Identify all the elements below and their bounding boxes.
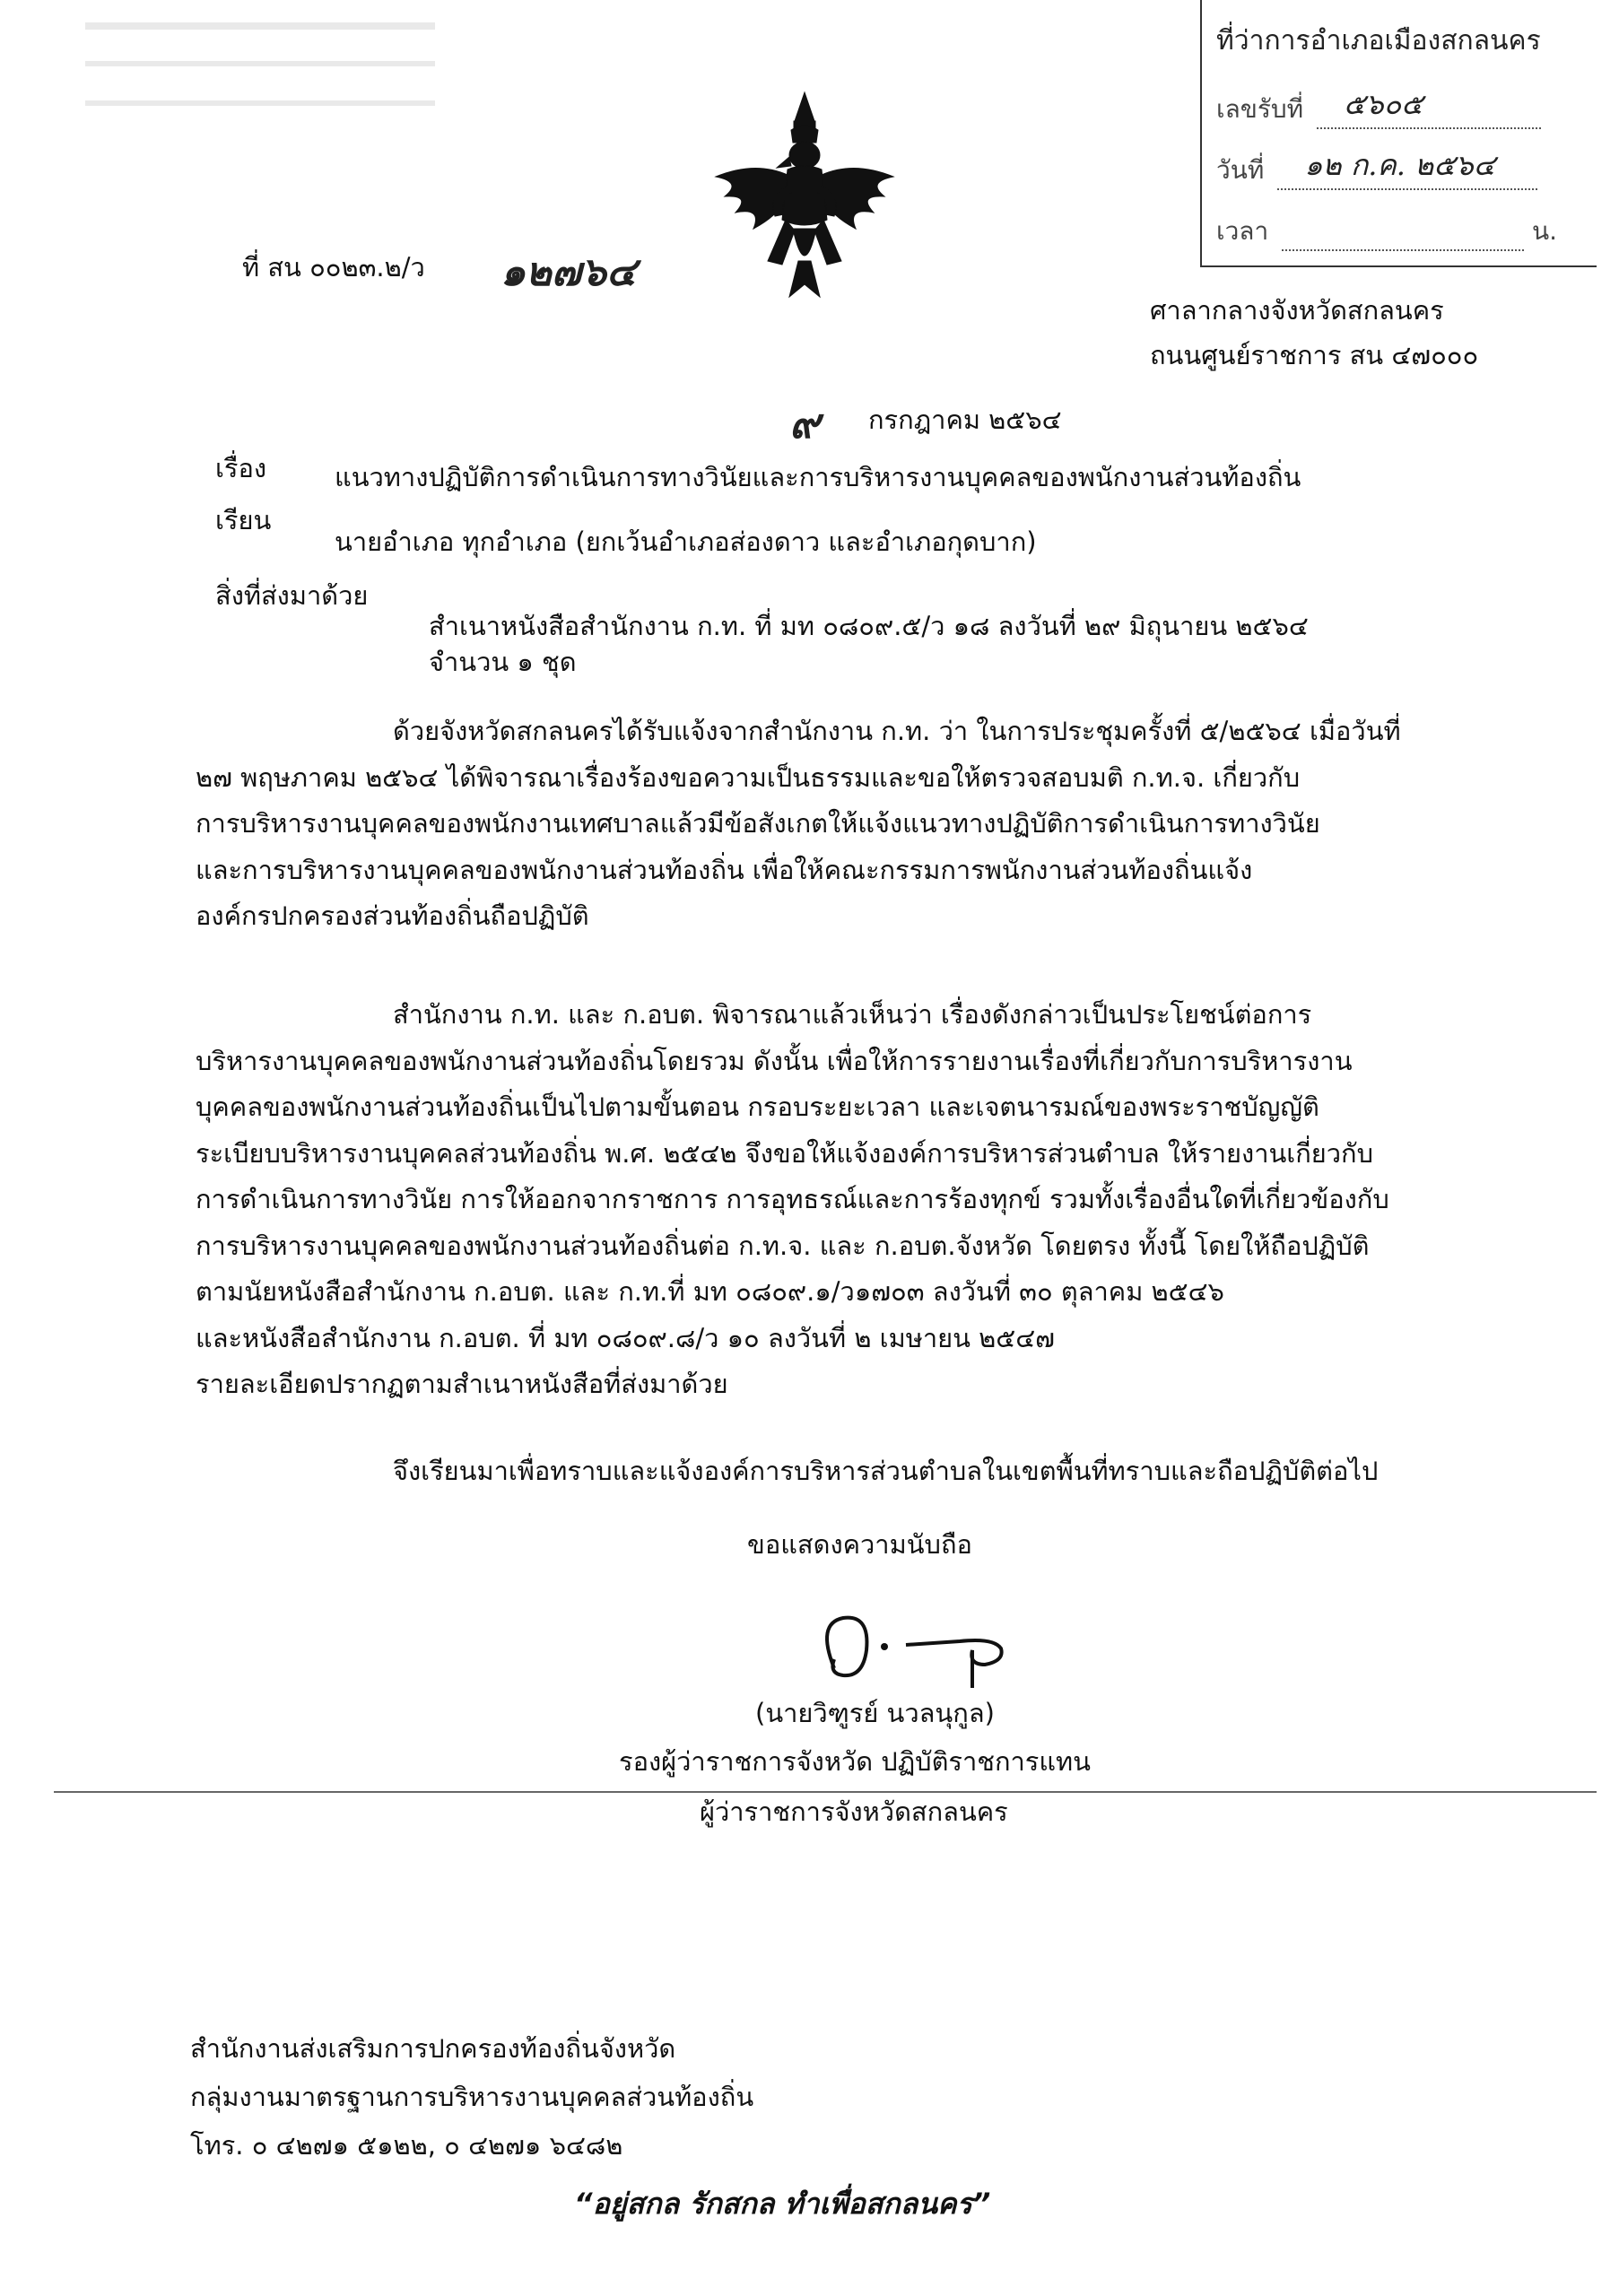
enclosure-label: สิ่งที่ส่งมาด้วย bbox=[215, 580, 369, 611]
subject-text: แนวทางปฏิบัติการดำเนินการทางวินัยและการบริหารงานบุคคลของพนักงานส่วนท้องถิ่น bbox=[335, 462, 1301, 492]
stamp-time bbox=[1216, 212, 1557, 251]
paragraph-line: สำนักงาน ก.ท. และ ก.อบต. พิจารณาแล้วเห็นว่า เรื่องดังกล่าวเป็นประโยชน์ต่อการ bbox=[393, 999, 1312, 1030]
stamp-date-label: วันที่ bbox=[1216, 155, 1265, 185]
document-number-handwritten: ๑๒๗๖๔ bbox=[500, 249, 637, 295]
paragraph-line: ระเบียบบริหารงานบุคคลส่วนท้องถิ่น พ.ศ. ๒๕๔๒ จึงขอให้แจ้งองค์การบริหารส่วนตำบล ให้รายงานเกี่ยวกับ bbox=[196, 1137, 1374, 1169]
scan-artifact bbox=[85, 100, 435, 106]
footer-slogan: “อยู่สกล รักสกล ทำเพื่อสกลนคร” bbox=[574, 2187, 991, 2221]
subject-label: เรื่อง bbox=[215, 453, 267, 483]
paragraph-line: รายละเอียดปรากฏตามสำเนาหนังสือที่ส่งมาด้วย bbox=[196, 1369, 728, 1399]
paragraph-line: ตามนัยหนังสือสำนักงาน ก.อบต. และ ก.ท.ที่ มท ๐๘๐๙.๑/ว๑๗๐๓ ลงวันที่ ๓๐ ตุลาคม ๒๕๔๖ bbox=[196, 1276, 1224, 1307]
footer-office-1: สำนักงานส่งเสริมการปกครองท้องถิ่นจังหวัด bbox=[190, 2033, 676, 2064]
to-label: เรียน bbox=[215, 505, 272, 535]
footer-office-2: กลุ่มงานมาตรฐานการบริหารงานบุคคลส่วนท้องถิ่น bbox=[190, 2082, 754, 2112]
enclosure-line-1: สำเนาหนังสือสำนักงาน ก.ท. ที่ มท ๐๘๐๙.๕/ว ๑๘ ลงวันที่ ๒๙ มิถุนายน ๒๕๖๔ bbox=[429, 611, 1309, 641]
stamp-date-value: ๑๒ ก.ค. ๒๕๖๔ bbox=[1304, 148, 1495, 182]
garuda-emblem-icon bbox=[701, 85, 908, 300]
paragraph-line: การบริหารงานบุคคลของพนักงานเทศบาลแล้วมีข้อสังเกตให้แจ้งแนวทางปฏิบัติการดำเนินการทางวินัย bbox=[196, 808, 1320, 839]
signature bbox=[780, 1605, 1031, 1695]
stamp-office: ที่ว่าการอำเภอเมืองสกลนคร bbox=[1216, 25, 1541, 57]
paragraph-line: ด้วยจังหวัดสกลนครได้รับแจ้งจากสำนักงาน ก.ท. ว่า ในการประชุมครั้งที่ ๕/๒๕๖๔ เมื่อวันที่ bbox=[393, 716, 1401, 746]
to-text: นายอำเภอ ทุกอำเภอ (ยกเว้นอำเภอส่องดาว และอำเภอกุดบาก) bbox=[335, 526, 1037, 557]
stamp-date bbox=[1216, 148, 1537, 190]
body-paragraph-3: จึงเรียนมาเพื่อทราบและแจ้งองค์การบริหารส่วนตำบลในเขตพื้นที่ทราบและถือปฏิบัติต่อไป bbox=[393, 1456, 1379, 1486]
body-paragraph-1 bbox=[196, 709, 1401, 940]
paragraph-line: และการบริหารงานบุคคลของพนักงานส่วนท้องถิ่น เพื่อให้คณะกรรมการพนักงานส่วนท้องถิ่นแจ้ง bbox=[196, 854, 1253, 885]
issuer-line-2: ถนนศูนย์ราชการ สน ๔๗๐๐๐ bbox=[1150, 340, 1479, 370]
scan-artifact bbox=[85, 61, 435, 66]
signatory-position-2: ผู้ว่าราชการจังหวัดสกลนคร bbox=[700, 1796, 1008, 1827]
closing-regards: ขอแสดงความนับถือ bbox=[747, 1529, 972, 1560]
stamp-time-label: เวลา bbox=[1216, 216, 1269, 246]
stamp-received-no-value: ๕๖๐๕ bbox=[1344, 87, 1423, 121]
paragraph-line: การดำเนินการทางวินัย การให้ออกจากราชการ การอุทธรณ์และการร้องทุกข์ รวมทั้งเรื่องอื่นใดที่เกี่ยวข้องกับ bbox=[196, 1184, 1389, 1214]
paragraph-line: และหนังสือสำนักงาน ก.อบต. ที่ มท ๐๘๐๙.๘/ว ๑๐ ลงวันที่ ๒ เมษายน ๒๕๔๗ bbox=[196, 1322, 1055, 1353]
paragraph-line: ๒๗ พฤษภาคม ๒๕๖๔ ได้พิจารณาเรื่องร้องขอความเป็นธรรมและขอให้ตรวจสอบมติ ก.ท.จ. เกี่ยวกับ bbox=[196, 761, 1301, 793]
signatory-name: (นายวิฑูรย์ นวลนุกูล) bbox=[755, 1698, 995, 1728]
paragraph-line: บุคคลของพนักงานส่วนท้องถิ่นเป็นไปตามขั้นตอน กรอบระยะเวลา และเจตนารมณ์ของพระราชบัญญัติ bbox=[196, 1091, 1319, 1122]
date-day-handwritten: ๙ bbox=[789, 399, 820, 448]
stamp-time-suffix: น. bbox=[1532, 216, 1558, 246]
receiving-stamp bbox=[1200, 0, 1597, 267]
stamp-received-no-label: เลขรับที่ bbox=[1216, 94, 1304, 124]
enclosure-line-2: จำนวน ๑ ชุด bbox=[429, 647, 577, 677]
body-paragraph-2 bbox=[196, 992, 1389, 1408]
scan-artifact bbox=[85, 22, 435, 30]
document-number: ที่ สน ๐๐๒๓.๒/ว bbox=[242, 252, 425, 283]
signatory-position-1: รองผู้ว่าราชการจังหวัด ปฏิบัติราชการแทน bbox=[619, 1746, 1091, 1777]
paragraph-line: องค์กรปกครองส่วนท้องถิ่นถือปฏิบัติ bbox=[196, 900, 589, 931]
stamp-received-no bbox=[1216, 87, 1541, 129]
issuer-line-1: ศาลากลางจังหวัดสกลนคร bbox=[1150, 295, 1444, 326]
footer-phone: โทร. ๐ ๔๒๗๑ ๕๑๒๒, ๐ ๔๒๗๑ ๖๔๘๒ bbox=[190, 2130, 623, 2161]
paragraph-line: บริหารงานบุคคลของพนักงานส่วนท้องถิ่นโดยรวม ดังนั้น เพื่อให้การรายงานเรื่องที่เกี่ยวกับการบริหารงาน bbox=[196, 1045, 1353, 1076]
date-month-year: กรกฎาคม ๒๕๖๔ bbox=[868, 404, 1062, 435]
paragraph-line: การบริหารงานบุคคลของพนักงานส่วนท้องถิ่นต่อ ก.ท.จ. และ ก.อบต.จังหวัด โดยตรง ทั้งนี้ โดยให้ถือปฏิบัติ bbox=[196, 1230, 1370, 1261]
